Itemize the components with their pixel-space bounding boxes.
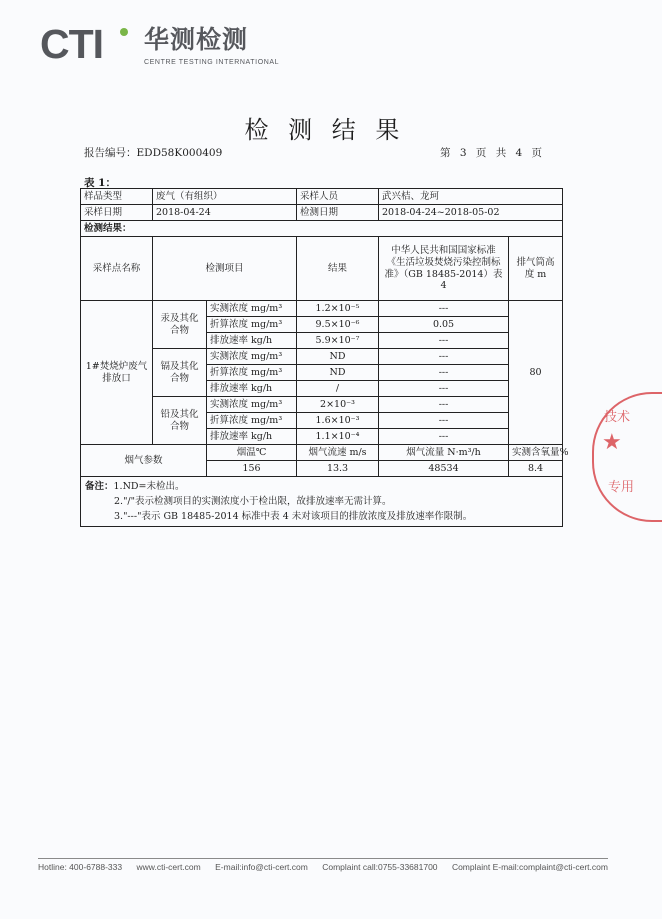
sampler-value: 武兴桔、龙珂	[379, 189, 563, 205]
table-row	[81, 221, 563, 237]
result-value: 1.1×10⁻⁴	[297, 429, 379, 445]
stack-height-value: 80	[509, 301, 563, 445]
col-header-result: 结果	[297, 237, 379, 301]
test-item: 排放速率 kg/h	[207, 429, 297, 445]
sampler-label: 采样人员	[297, 189, 379, 205]
table-row	[81, 205, 563, 221]
flue-o2-value: 8.4	[509, 461, 563, 477]
results-table	[80, 188, 569, 527]
table-header-row	[81, 237, 563, 301]
pollutant-group: 镉及其化合物	[153, 349, 207, 397]
table-row	[81, 397, 563, 413]
test-item: 排放速率 kg/h	[207, 333, 297, 349]
report-number-value: EDD58K000409	[136, 147, 223, 159]
results-label: 检测结果：	[81, 221, 563, 237]
test-date-value: 2018-04-24~2018-05-02	[379, 205, 563, 221]
flue-volume-header: 烟气流量 N·m³/h	[379, 445, 509, 461]
star-icon: ★	[602, 430, 622, 455]
result-value: 1.2×10⁻⁵	[297, 301, 379, 317]
footer-email: E-mail:info@cti-cert.com	[215, 862, 308, 872]
flue-temp-header: 烟温℃	[207, 445, 297, 461]
test-item: 折算浓度 mg/m³	[207, 317, 297, 333]
flue-o2-header: 实测含氧量%	[509, 445, 563, 461]
seal-text-bottom: 专用	[608, 480, 635, 495]
flue-flow-value: 13.3	[297, 461, 379, 477]
page-info: 第 3 页 共 4 页	[440, 147, 543, 159]
test-item: 实测浓度 mg/m³	[207, 349, 297, 365]
notes-cell	[81, 477, 563, 527]
page-title: 检 测 结 果	[244, 116, 406, 144]
test-item: 折算浓度 mg/m³	[207, 413, 297, 429]
col-header-standard: 中华人民共和国国家标准《生活垃圾焚烧污染控制标准》（GB 18485-2014）表 4	[379, 237, 509, 301]
col-header-item: 检测项目	[153, 237, 297, 301]
note-3: 3."---"表示 GB 18485-2014 标准中表 4 未对该项目的排放浓度及排放速率作限制。	[114, 511, 473, 522]
test-item: 实测浓度 mg/m³	[207, 301, 297, 317]
logo-brand: CTI	[40, 21, 104, 67]
limit-value: 0.05	[379, 317, 509, 333]
sample-type-value: 废气（有组织）	[153, 189, 297, 205]
logo-chinese-name: 华测检测	[144, 25, 249, 54]
limit-value: ---	[379, 429, 509, 445]
footer-website: www.cti-cert.com	[136, 862, 201, 872]
result-value: /	[297, 381, 379, 397]
table-label: 表 1：	[84, 177, 116, 189]
result-value: 1.6×10⁻³	[297, 413, 379, 429]
test-item: 排放速率 kg/h	[207, 381, 297, 397]
footer-hotline: Hotline: 400-6788-333	[38, 862, 123, 872]
sampling-date-value: 2018-04-24	[153, 205, 297, 221]
page-footer	[38, 858, 608, 872]
test-date-label: 检测日期	[297, 205, 379, 221]
flue-params-label: 烟气参数	[81, 445, 207, 477]
logo-dot	[120, 28, 128, 36]
limit-value: ---	[379, 413, 509, 429]
limit-value: ---	[379, 365, 509, 381]
result-value: 2×10⁻³	[297, 397, 379, 413]
limit-value: ---	[379, 397, 509, 413]
col-header-point: 采样点名称	[81, 237, 153, 301]
pollutant-group: 铅及其化合物	[153, 397, 207, 445]
notes-row	[81, 477, 563, 527]
table-row	[81, 189, 563, 205]
limit-value: ---	[379, 381, 509, 397]
flue-header-row	[81, 445, 563, 461]
limit-value: ---	[379, 301, 509, 317]
result-value: 9.5×10⁻⁶	[297, 317, 379, 333]
inspection-seal	[592, 392, 662, 522]
sample-type-label: 样品类型	[81, 189, 153, 205]
flue-flow-header: 烟气流速 m/s	[297, 445, 379, 461]
footer-complaint-email: Complaint E-mail:complaint@cti-cert.com	[451, 862, 608, 872]
report-number-label: 报告编号：	[84, 147, 137, 159]
note-1: 1.ND=未检出。	[113, 481, 185, 492]
logo-english-name: CENTRE TESTING INTERNATIONAL	[144, 59, 280, 66]
limit-value: ---	[379, 349, 509, 365]
limit-value: ---	[379, 333, 509, 349]
flue-volume-value: 48534	[379, 461, 509, 477]
seal-text-top: 技术	[604, 410, 631, 425]
report-number	[84, 145, 222, 160]
test-item: 实测浓度 mg/m³	[207, 397, 297, 413]
result-value: ND	[297, 365, 379, 381]
flue-temp-value: 156	[207, 461, 297, 477]
test-item: 折算浓度 mg/m³	[207, 365, 297, 381]
table-row	[81, 301, 563, 317]
notes-label: 备注：	[85, 481, 114, 492]
sampling-date-label: 采样日期	[81, 205, 153, 221]
col-header-height: 排气筒高度 m	[509, 237, 563, 301]
result-value: ND	[297, 349, 379, 365]
table-row	[81, 349, 563, 365]
sampling-point-name: 1#焚烧炉废气排放口	[81, 301, 153, 445]
pollutant-group: 汞及其化合物	[153, 301, 207, 349]
note-2: 2."/"表示检测项目的实测浓度小于检出限，故排放速率无需计算。	[114, 496, 392, 507]
result-value: 5.9×10⁻⁷	[297, 333, 379, 349]
footer-complaint-call: Complaint call:0755-33681700	[322, 862, 438, 872]
company-logo	[40, 21, 280, 72]
